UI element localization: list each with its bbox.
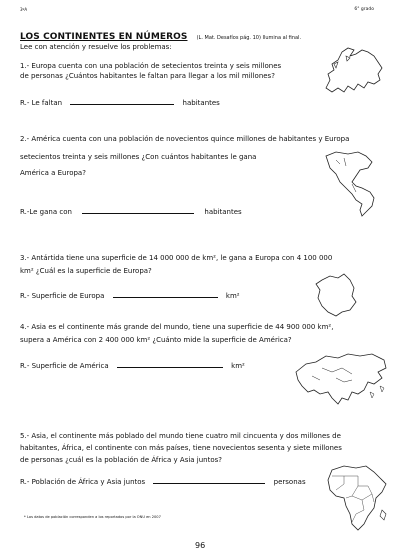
header-right: 6° grado [354, 7, 374, 12]
asia-map-icon [292, 348, 390, 412]
page-title: LOS CONTINENTES EN NÚMEROS [20, 32, 188, 42]
answer-1-suffix: habitantes [182, 99, 220, 107]
problem-3-line-1: 3.- Antártida tiene una superficie de 14 000 000 de km², le gana a Europa con 4 100 000 [20, 254, 333, 262]
answer-1-blank[interactable] [70, 97, 174, 105]
america-map-icon [322, 148, 386, 218]
problem-3-line-2: km² ¿Cuál es la superficie de Europa? [20, 267, 152, 275]
answer-3-suffix: km² [225, 292, 240, 300]
problem-5-line-1: 5.- Asia, el continente más poblado del mundo tiene cuatro mil cincuenta y dos millones de [20, 432, 341, 440]
answer-5-blank[interactable] [153, 476, 265, 484]
africa-map-icon [322, 462, 394, 534]
answer-4-prefix: R.- Superficie de América [20, 362, 109, 370]
answer-5-prefix: R.- Población de África y Asia juntos [20, 478, 146, 486]
title-note: (L. Mat. Desafíos pág. 10) Ilumina al final. [196, 35, 302, 41]
problem-2-line-3: América a Europa? [20, 169, 86, 177]
problem-1-line-1: 1.- Europa cuenta con una población de setecientos treinta y seis millones [20, 62, 282, 70]
answer-5-suffix: personas [273, 478, 306, 486]
answer-1-prefix: R.- Le faltan [20, 99, 63, 107]
answer-2-prefix: R.-Le gana con [20, 208, 72, 216]
problem-5-line-2: habitantes, África, el continente con más países, tiene novecientos sesenta y siete millones [20, 444, 342, 452]
answer-3-prefix: R.- Superficie de Europa [20, 292, 105, 300]
title-row [20, 24, 301, 43]
problem-2-line-2: setecientos treinta y seis millones ¿Con cuántos habitantes le gana [20, 153, 257, 161]
page-number: 96 [195, 541, 206, 550]
problem-5-answer [20, 476, 306, 487]
problem-1-answer [20, 97, 220, 108]
problem-4-line-1: 4.- Asia es el continente más grande del mundo, tiene una superficie de 44 900 000 km², [20, 323, 334, 331]
problem-3-answer [20, 290, 240, 301]
antarctica-map-icon [312, 270, 360, 318]
problem-2-answer [20, 206, 242, 217]
problem-4-line-2: supera a América con 2 400 000 km² ¿Cuánto mide la superficie de América? [20, 336, 292, 344]
answer-3-blank[interactable] [113, 290, 218, 298]
header-left: 3ºA [20, 7, 28, 12]
answer-2-blank[interactable] [82, 206, 194, 214]
problem-2-line-1: 2.- América cuenta con una población de novecientos quince millones de habitantes y Europa [20, 135, 350, 143]
europe-map-icon [320, 44, 386, 96]
problem-5-line-3: de personas ¿cuál es la población de África y Asia juntos? [20, 456, 223, 464]
footnote: * Los datos de población corresponden a los reportados por la ONU en 2007 [24, 515, 161, 519]
intro-text: Lee con atención y resuelve los problemas: [20, 43, 172, 51]
problem-4-answer [20, 360, 245, 371]
answer-4-suffix: km² [231, 362, 245, 370]
problem-1-line-2: de personas ¿Cuántos habitantes le faltan para llegar a los mil millones? [20, 72, 275, 80]
answer-2-suffix: habitantes [204, 208, 242, 216]
answer-4-blank[interactable] [117, 360, 223, 368]
